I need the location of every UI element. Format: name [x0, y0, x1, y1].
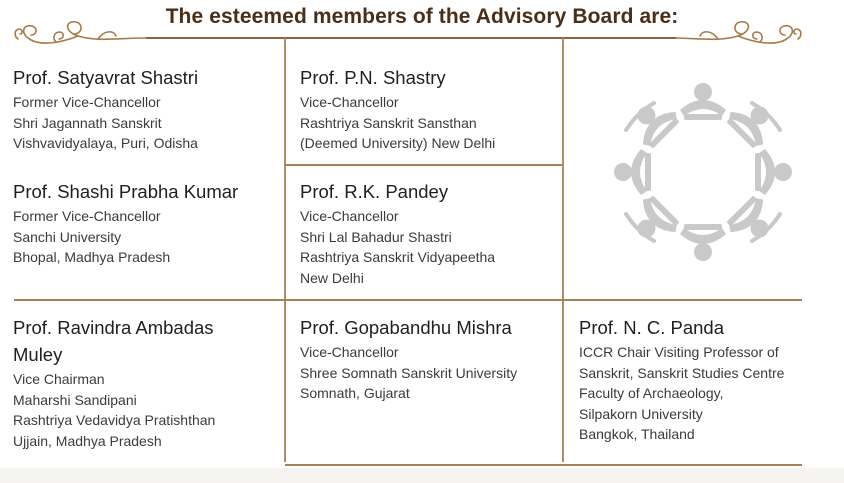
member-name: Muley [13, 344, 63, 365]
member-detail: Bangkok, Thailand [579, 426, 695, 443]
member-detail: Vice-Chancellor [300, 344, 399, 360]
member-detail: Ujjain, Madhya Pradesh [13, 432, 162, 449]
member-card [13, 178, 238, 268]
right-flourish-icon [668, 12, 808, 48]
column-divider-1 [284, 38, 286, 462]
member-detail: Rashtriya Sanskrit Sansthan [300, 114, 477, 131]
member-name: Prof. Gopabandhu Mishra [300, 317, 512, 338]
member-detail: Silpakorn University [579, 405, 703, 422]
member-detail: Sanskrit, Sanskrit Studies Centre [579, 364, 785, 381]
column-divider-2 [562, 38, 564, 462]
member-name: Prof. R.K. Pandey [300, 181, 449, 202]
member-detail: ICCR Chair Visiting Professor of [579, 344, 779, 360]
member-name: Prof. Shashi Prabha Kumar [13, 181, 239, 202]
member-detail: Faculty of Archaeology, [579, 385, 724, 402]
member-name: Prof. P.N. Shastry [300, 67, 446, 88]
row-divider-1 [285, 164, 562, 166]
page-title: The esteemed members of the Advisory Board are: [0, 5, 844, 29]
member-detail: Vishvavidyalaya, Puri, Odisha [13, 135, 198, 152]
member-name: Prof. Ravindra Ambadas [13, 317, 214, 338]
member-detail: Rashtriya Sanskrit Vidyapeetha [300, 249, 496, 266]
page-footer-band [0, 468, 844, 483]
member-detail: (Deemed University) New Delhi [300, 135, 496, 152]
member-detail: Vice-Chancellor [300, 94, 399, 110]
member-detail: New Delhi [300, 269, 364, 286]
member-detail: Sanchi University [13, 228, 122, 245]
people-circle-icon [596, 70, 810, 275]
member-card [300, 64, 495, 154]
member-detail: Vice-Chancellor [300, 208, 399, 224]
top-divider [146, 37, 676, 39]
member-card [579, 314, 784, 445]
member-detail: Maharshi Sandipani [13, 391, 137, 408]
member-detail: Shri Lal Bahadur Shastri [300, 228, 452, 245]
member-card [13, 64, 198, 154]
bottom-divider [285, 464, 802, 466]
member-detail: Somnath, Gujarat [300, 385, 410, 402]
member-detail: Shri Jagannath Sanskrit [13, 114, 162, 131]
member-detail: Shree Somnath Sanskrit University [300, 364, 518, 381]
member-detail: Bhopal, Madhya Pradesh [13, 249, 171, 266]
member-detail: Vice Chairman [13, 371, 105, 387]
member-detail: Former Vice-Chancellor [13, 208, 161, 224]
member-detail: Rashtriya Vedavidya Pratishthan [13, 412, 216, 429]
member-card [13, 314, 215, 451]
row-divider-2 [14, 299, 802, 301]
member-name: Prof. N. C. Panda [579, 317, 724, 338]
member-card [300, 314, 517, 404]
member-name: Prof. Satyavrat Shastri [13, 67, 199, 88]
member-detail: Former Vice-Chancellor [13, 94, 161, 110]
member-card [300, 178, 495, 288]
